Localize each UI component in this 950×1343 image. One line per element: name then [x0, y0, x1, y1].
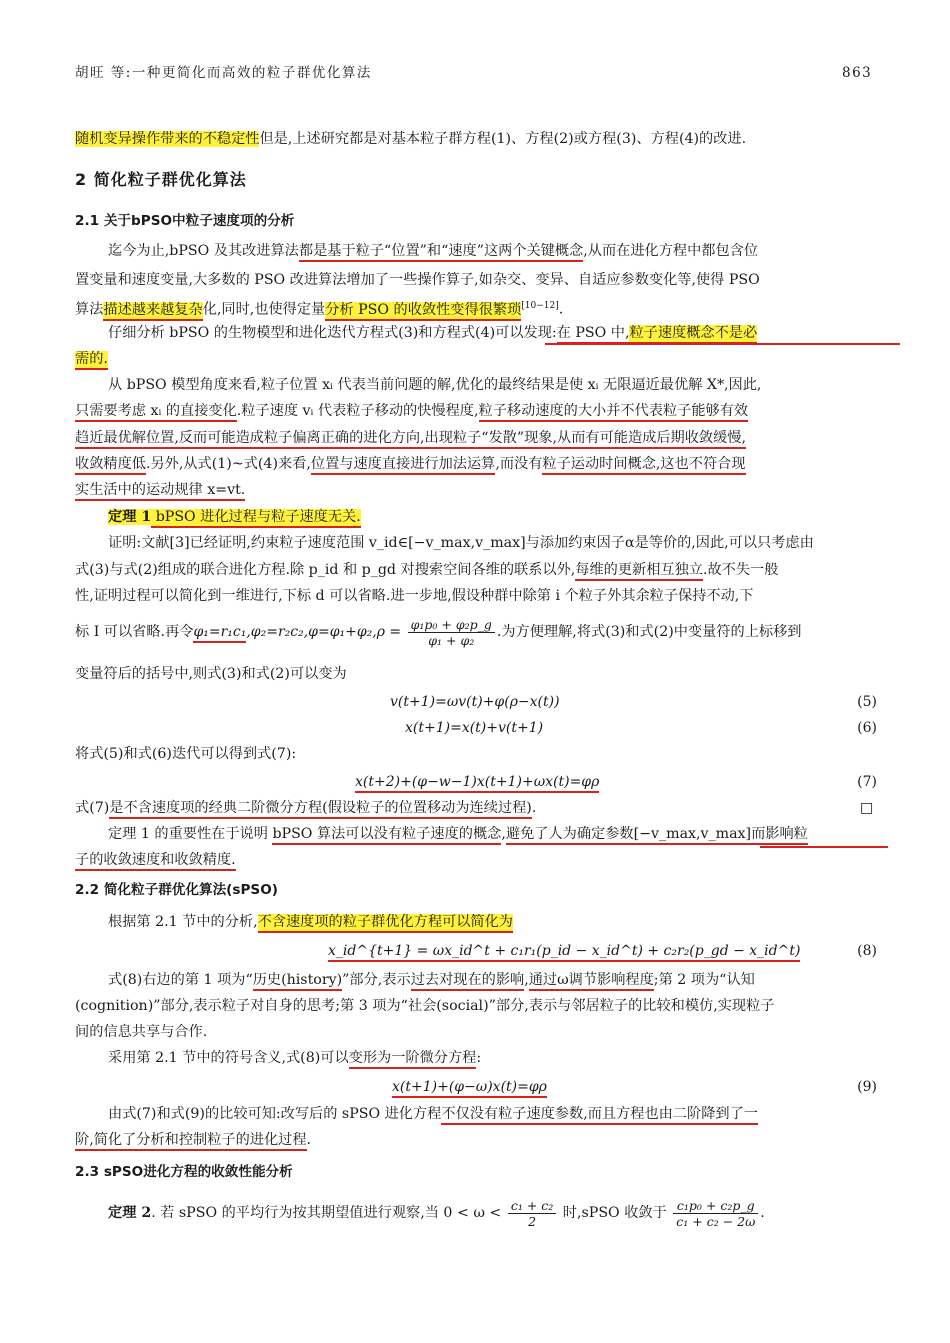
text-span: 但是,上述研究都是对基本粒子群方程(1)、方程(2)或方程(3)、方程(4)的改进. — [259, 131, 747, 147]
text-span: ,φ₂=r₂c₂,φ=φ₁+φ₂,ρ = — [246, 624, 402, 640]
equation-6: x(t+1)=x(t)+v(t+1) — [405, 720, 544, 736]
para-line — [108, 1104, 758, 1124]
theorem-1 — [108, 507, 361, 527]
para-line: 性,证明过程可以简化到一维进行,下标 d 可以省略.进一步地,假设种群中除第 i 个粒子外其余粒子保持不动,下 — [75, 588, 754, 604]
equation-number: (9) — [857, 1079, 877, 1095]
text-span: .粒子速度 vᵢ 代表粒子移动的快慢程度, — [236, 403, 479, 419]
underlined-span: 变形为一阶微分方程 — [349, 1050, 477, 1069]
text-span: 定理 1 的重要性在于说明 — [108, 826, 273, 842]
underlined-span: 可能造成粒子偏离正确的进化方向 — [207, 430, 420, 449]
text-span: 标 I 可以省略.再令 — [75, 624, 194, 640]
para-line — [75, 296, 563, 320]
underlined-span: 每维的更新相互独立 — [575, 562, 703, 581]
section-2-2-heading: 2.2 简化粒子群优化算法(sPSO) — [75, 882, 278, 898]
underlined-span: 都是基于粒子“位置”和“速度”这两个关键概念 — [299, 243, 583, 262]
underlined-span: 收敛精度低 — [75, 456, 146, 475]
text-span: .为方便理解,将式(3)和式(2)中变量符的上标移到 — [496, 624, 802, 640]
highlight-span: 不含速度项的粒子群优化方程可以简化为 — [258, 914, 513, 933]
fraction-denominator: c₁ + c₂ − 2ω — [676, 1213, 756, 1229]
text-span: . — [558, 301, 564, 318]
underlined-span: 只需要考虑 xᵢ 的直接变化 — [75, 403, 237, 422]
text-span: 式(8)右边的第 1 项为“ — [108, 972, 253, 988]
annotation-underline — [545, 343, 900, 345]
para-line — [75, 615, 801, 649]
text-span: 式(3)与式(2)组成的联合进化方程.除 p_id 和 p_gd 对搜索空间各维的联系以外, — [75, 562, 576, 578]
underlined-span: 实生活中的运动规律 x=vt. — [75, 482, 245, 501]
text-span: 采用第 2.1 节中的符号含义,式(8)可以 — [108, 1050, 349, 1066]
theorem-label: 定理 2 — [108, 1205, 152, 1221]
fraction-numerator: φ₁p₀ + φ₂p_g — [408, 617, 495, 633]
theorem-2 — [108, 1193, 765, 1233]
underlined-span: 趋近最优解位置,反而 — [75, 430, 207, 449]
text-span: ,而没有 — [495, 456, 543, 472]
para-line — [108, 824, 808, 844]
fraction-denominator: 2 — [528, 1213, 537, 1229]
page-number: 863 — [842, 65, 873, 81]
para-line — [75, 454, 746, 474]
omega-bound-fraction — [508, 1198, 556, 1229]
text-span: . — [760, 1205, 765, 1221]
underlined-span: 不仅没有粒子速度参数,而且方程也由二阶降到了一 — [441, 1106, 758, 1125]
para-line — [108, 970, 755, 990]
para-line: 变量符后的括号中,则式(3)和式(2)可以变为 — [75, 666, 347, 682]
para-line: 间的信息共享与合作. — [75, 1024, 208, 1040]
underlined-span: 阶,简化了分析和控制粒子的进化过程 — [75, 1132, 307, 1151]
para-line — [75, 1130, 311, 1150]
underlined-span: 过去对现在的影响 — [411, 972, 525, 991]
text-span: ”部分,表示 — [342, 972, 411, 988]
text-span: 由式(7)和式(9)的比较可知:改写后的 sPSO 进化方程 — [108, 1106, 442, 1122]
underlined-span: 通过ω调节影响程度 — [529, 972, 654, 991]
highlight-span: 描述越来越复杂 — [103, 302, 202, 321]
theorem-label: 定理 1 — [108, 509, 152, 525]
fraction-denominator: φ₁ + φ₂ — [428, 632, 475, 648]
underlined-span: 避免了人为确定参数[−v_max,v_max]而影响粒 — [506, 826, 808, 845]
equation-8 — [328, 941, 800, 961]
highlight-span: 分析 PSO 的收敛性变得很繁琐 — [325, 302, 521, 321]
text-span: , — [501, 826, 506, 842]
text-span: 式(7) — [75, 800, 110, 816]
para-line — [75, 401, 748, 421]
para-line: (cognition)”部分,表示粒子对自身的思考;第 3 项为“社会(social)”部分,表示与邻居粒子的比较和模仿,实现粒子 — [75, 998, 775, 1014]
highlight-span: 需的. — [75, 351, 108, 370]
underlined-span: 在 PSO 中, — [557, 325, 630, 344]
section-2-heading: 2 简化粒子群优化算法 — [75, 170, 247, 189]
para-line — [108, 1048, 481, 1068]
fraction-numerator: c₁ + c₂ — [508, 1198, 556, 1214]
para-line — [108, 912, 513, 932]
underlined-span: 位置与速度直接进行加法运算 — [311, 456, 495, 475]
underlined-span: 是不含速度项的经典二阶微分方程(假设粒子的位置移动为连续过程) — [109, 800, 532, 819]
highlight-span: 粒子速度概念不是必 — [629, 325, 757, 344]
text-span: 算法 — [75, 301, 104, 318]
underlined-span: 粒子运动时间概念,这也不符合现 — [542, 456, 745, 475]
equation-9 — [392, 1077, 547, 1097]
text-span: 仔细分析 bPSO 的生物模型和进化迭代方程式(3)和方程式(4)可以发现: — [108, 325, 557, 341]
underlined-span: φ₁=r₁c₁ — [193, 624, 246, 643]
text-span: 迄今为止,bPSO 及其改进算法 — [108, 243, 299, 259]
para-line: 证明:文献[3]已经证明,约束粒子速度范围 v_id∈[−v_max,v_max]与添加约束因子α是等价的,因此,可以只考虑由 — [108, 535, 814, 551]
running-header-title: 胡旺 等:一种更简化而高效的粒子群优化算法 — [75, 65, 372, 81]
para-line — [75, 428, 746, 448]
rho-fraction — [408, 617, 495, 648]
equation-number: (6) — [857, 720, 877, 736]
para-line — [75, 560, 778, 580]
underlined-span: x(t+2)+(φ−w−1)x(t+1)+ωx(t)=φρ — [355, 774, 599, 793]
underlined-span: x_id^{t+1} = ωx_id^t + c₁r₁(p_id − x_id^t) + c₂r₂(p_gd − x_id^t) — [328, 943, 800, 962]
text-span: 化,同时,也使得定量 — [202, 301, 326, 318]
qed-mark: □ — [860, 800, 874, 816]
convergence-fraction — [673, 1198, 758, 1229]
text-span: ,从而在进化方程中都包含位 — [583, 243, 759, 259]
equation-number: (5) — [857, 694, 877, 710]
equation-7 — [355, 772, 599, 792]
para-line — [75, 480, 245, 500]
underlined-span: bPSO 算法可以没有粒子速度的概念 — [272, 826, 501, 845]
para-line — [75, 349, 108, 369]
section-2-3-heading: 2.3 sPSO进化方程的收敛性能分析 — [75, 1164, 293, 1180]
text-span: : — [476, 1050, 482, 1066]
text-span: . — [531, 800, 537, 816]
highlight-span: bPSO 进化过程与粒子速度无关. — [151, 509, 361, 528]
underlined-span: ,出现粒子“发散”现象,从而有可能造成后期收敛缓慢, — [420, 430, 746, 449]
para-line: 从 bPSO 模型角度来看,粒子位置 xᵢ 代表当前问题的解,优化的最终结果是使 xᵢ 无限逼近最优解 X*,因此, — [108, 377, 762, 393]
para-line: 将式(5)和式(6)迭代可以得到式(7): — [75, 746, 297, 762]
para-line — [108, 323, 757, 343]
para-line — [75, 850, 236, 870]
equation-number: (7) — [857, 774, 877, 790]
intro-line — [75, 129, 746, 149]
highlight-span: 随机变异操作带来的不稳定性 — [75, 131, 260, 147]
text-span: , — [524, 972, 529, 988]
fraction-numerator: c₁p₀ + c₂p_g — [673, 1198, 758, 1214]
text-span: 根据第 2.1 节中的分析, — [108, 914, 258, 930]
citation-ref: [10−12] — [521, 301, 559, 311]
text-span: ;第 2 项为“认知 — [653, 972, 755, 988]
underlined-span: 粒子移动速度的大小并不代表粒子能够有效 — [479, 403, 749, 422]
equation-number: (8) — [857, 943, 877, 959]
para-line — [108, 241, 758, 261]
para-line: 置变量和速度变量,大多数的 PSO 改进算法增加了一些操作算子,如杂交、变异、自适应参数变化等,使得 PSO — [75, 272, 760, 288]
para-line — [75, 798, 536, 818]
text-span: .故不失一般 — [702, 562, 779, 578]
text-span: .另外,从式(1)~式(4)来看, — [145, 456, 311, 472]
text-span: . — [306, 1132, 312, 1148]
underlined-span: x(t+1)+(φ−ω)x(t)=φρ — [392, 1079, 547, 1098]
underlined-span: 子的收敛速度和收敛精度. — [75, 852, 236, 871]
text-span: . 若 sPSO 的平均行为按其期望值进行观察,当 0 < ω < — [151, 1205, 502, 1221]
underlined-span: 历史(history) — [253, 972, 342, 991]
text-span: 时,sPSO 收敛于 — [558, 1205, 667, 1221]
section-2-1-heading: 2.1 关于bPSO中粒子速度项的分析 — [75, 213, 295, 229]
equation-5: v(t+1)=ωv(t)+φ(ρ−x(t)) — [390, 694, 560, 710]
annotation-underline — [760, 846, 888, 848]
